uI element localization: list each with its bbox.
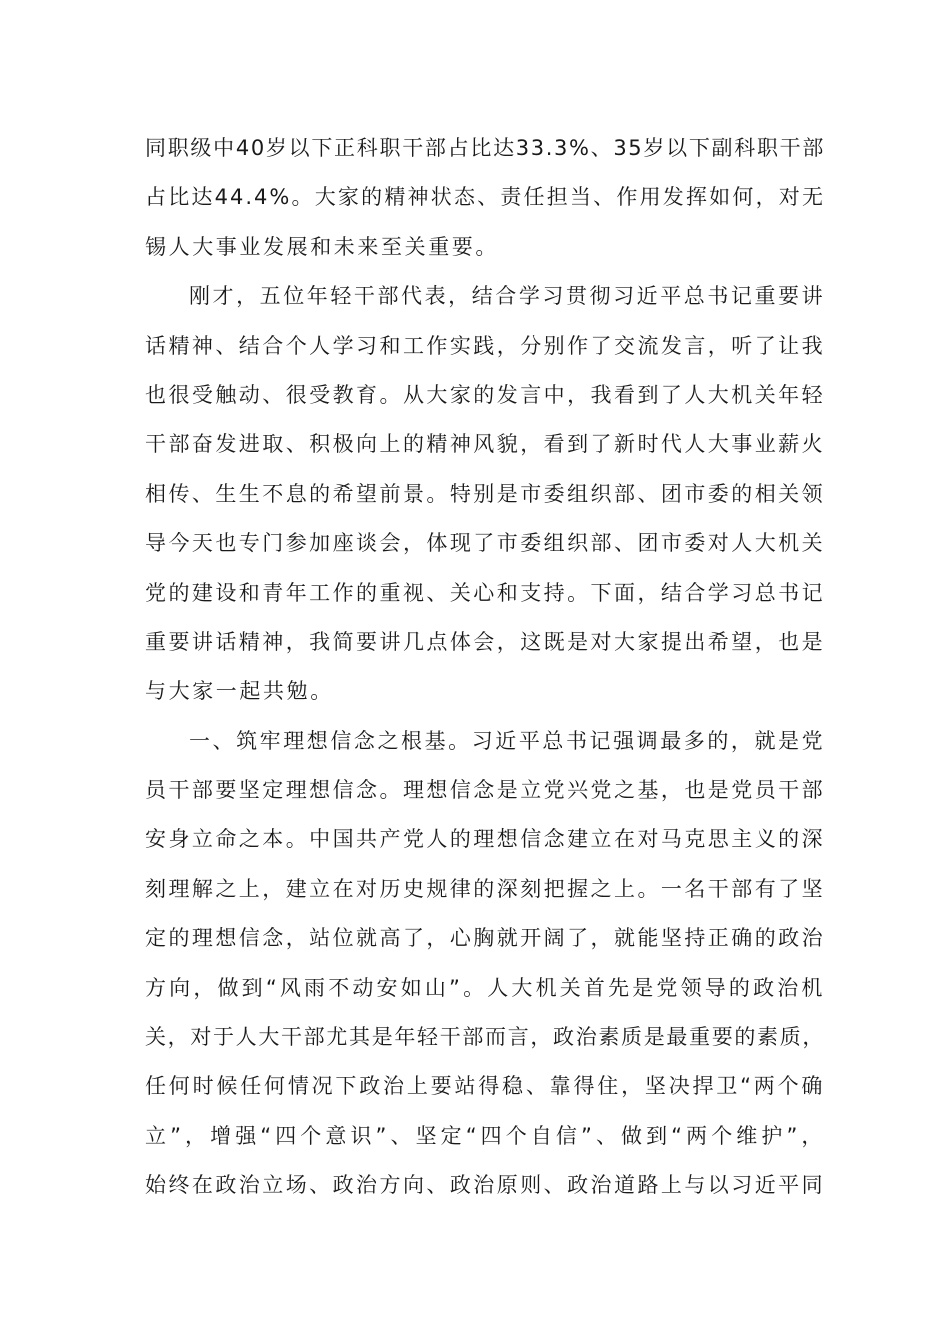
text-line: 锡人大事业发展和未来至关重要。: [145, 234, 499, 259]
paragraph-start-line: 刚才，五位年轻干部代表，结合学习贯彻习近平总书记重要讲: [189, 284, 825, 309]
text-line: 立”，增强“四个意识”、坚定“四个自信”、做到“两个维护”，: [145, 1123, 825, 1148]
text-line: 始终在政治立场、政治方向、政治原则、政治道路上与以习近平同: [145, 1173, 825, 1198]
text-line: 导今天也专门参加座谈会，体现了市委组织部、团市委对人大机关: [145, 531, 825, 556]
text-line: 占比达44.4%。大家的精神状态、责任担当、作用发挥如何，对无: [145, 185, 825, 210]
text-line: 干部奋发进取、积极向上的精神风貌，看到了新时代人大事业薪火: [145, 432, 825, 457]
text-line: 方向，做到“风雨不动安如山”。人大机关首先是党领导的政治机: [145, 975, 825, 1000]
text-line: 话精神、结合个人学习和工作实践，分别作了交流发言，听了让我: [145, 333, 825, 358]
text-line: 安身立命之本。中国共产党人的理想信念建立在对马克思主义的深: [145, 827, 825, 852]
paragraph-start-line: 一、筑牢理想信念之根基。习近平总书记强调最多的，就是党: [189, 728, 825, 753]
text-line: 定的理想信念，站位就高了，心胸就开阔了，就能坚持正确的政治: [145, 926, 825, 951]
text-line: 重要讲话精神，我简要讲几点体会，这既是对大家提出希望，也是: [145, 629, 825, 654]
text-line: 与大家一起共勉。: [145, 679, 334, 704]
text-line: 刻理解之上，建立在对历史规律的深刻把握之上。一名干部有了坚: [145, 876, 825, 901]
text-line: 关，对于人大干部尤其是年轻干部而言，政治素质是最重要的素质，: [145, 1025, 825, 1050]
text-line: 相传、生生不息的希望前景。特别是市委组织部、团市委的相关领: [145, 481, 825, 506]
body-text: [145, 124, 825, 1211]
text-line: 任何时候任何情况下政治上要站得稳、靠得住，坚决捍卫“两个确: [145, 1074, 825, 1099]
text-line: 员干部要坚定理想信念。理想信念是立党兴党之基，也是党员干部: [145, 778, 825, 803]
text-line: 同职级中40岁以下正科职干部占比达33.3%、35岁以下副科职干部: [145, 136, 825, 160]
text-line: 党的建设和青年工作的重视、关心和支持。下面，结合学习总书记: [145, 580, 825, 605]
text-line: 也很受触动、很受教育。从大家的发言中，我看到了人大机关年轻: [145, 382, 825, 407]
